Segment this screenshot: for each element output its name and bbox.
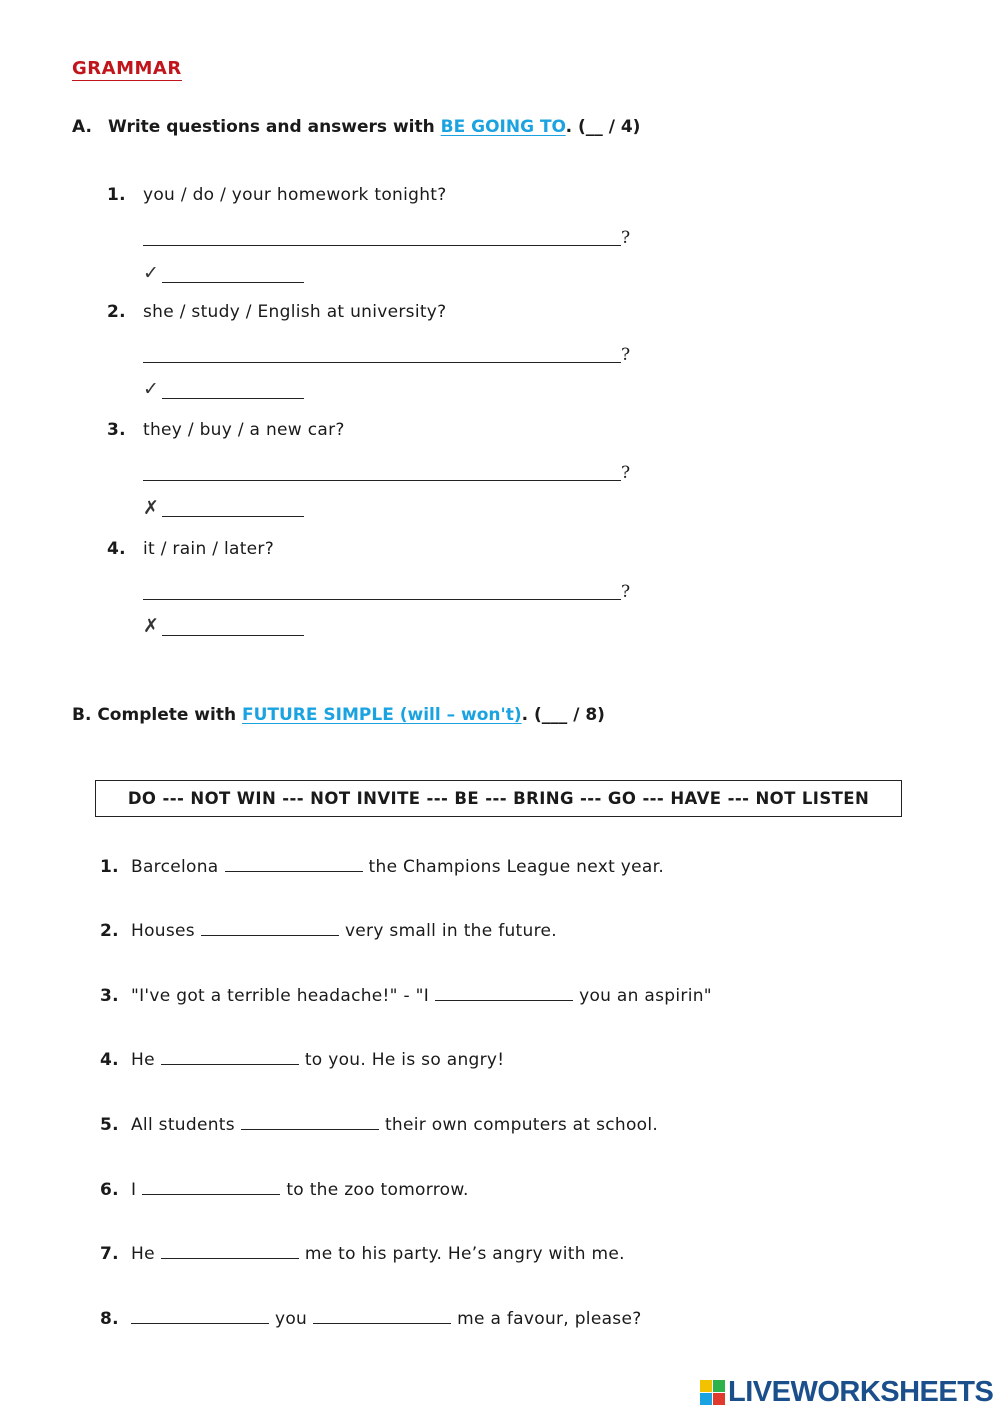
sentence-after: the Champions League next year. bbox=[368, 857, 665, 877]
logo-icon bbox=[700, 1380, 725, 1405]
answer-blank[interactable] bbox=[161, 1064, 299, 1065]
short-answer-line[interactable] bbox=[162, 516, 304, 517]
question-mark: ? bbox=[621, 582, 631, 602]
section-a-text: Write questions and answers with bbox=[108, 117, 441, 137]
question-prompt bbox=[107, 301, 447, 323]
logo-cell bbox=[700, 1380, 712, 1392]
sentence-after: very small in the future. bbox=[344, 921, 557, 941]
section-b-heading bbox=[72, 704, 605, 726]
question-answer-line[interactable] bbox=[143, 245, 621, 246]
item-number: 8. bbox=[100, 1309, 119, 1329]
sentence-after: their own computers at school. bbox=[384, 1115, 659, 1135]
answer-blank[interactable] bbox=[313, 1323, 451, 1324]
sentence-item bbox=[100, 1179, 469, 1201]
page-title: GRAMMAR bbox=[72, 58, 182, 79]
sentence-after: me a favour, please? bbox=[457, 1309, 642, 1329]
sentence-item bbox=[100, 1114, 658, 1136]
prompt-text: they / buy / a new car? bbox=[143, 420, 345, 440]
answer-blank[interactable] bbox=[161, 1258, 299, 1259]
section-b-score: . (___ / 8) bbox=[521, 705, 605, 725]
logo-text: LIVEWORKSHEETS bbox=[728, 1376, 994, 1408]
question-answer-line[interactable] bbox=[143, 362, 621, 363]
cross-icon: ✗ bbox=[143, 497, 159, 519]
sentence-before: Barcelona bbox=[131, 857, 219, 877]
logo-cell bbox=[713, 1380, 725, 1392]
cross-icon: ✗ bbox=[143, 615, 159, 637]
section-b-text: B. Complete with bbox=[72, 705, 242, 725]
sentence-before: "I've got a terrible headache!" - "I bbox=[131, 986, 430, 1006]
prompt-text: you / do / your homework tonight? bbox=[143, 185, 447, 205]
item-number: 5. bbox=[100, 1115, 119, 1135]
sentence-after: you an aspirin" bbox=[579, 986, 712, 1006]
short-answer-line[interactable] bbox=[162, 282, 304, 283]
sentence-after: to the zoo tomorrow. bbox=[286, 1180, 469, 1200]
prompt-text: she / study / English at university? bbox=[143, 302, 447, 322]
sentence-item bbox=[100, 856, 664, 878]
sentence-before: Houses bbox=[131, 921, 195, 941]
section-b-highlight: FUTURE SIMPLE (will – won't) bbox=[241, 705, 522, 725]
word-box: DO --- NOT WIN --- NOT INVITE --- BE --- BRING --- GO --- HAVE --- NOT LISTEN bbox=[95, 780, 902, 817]
question-answer-line[interactable] bbox=[143, 599, 621, 600]
sentence-before: He bbox=[131, 1244, 155, 1264]
item-number: 2. bbox=[100, 921, 119, 941]
question-prompt bbox=[107, 184, 447, 206]
sentence-before: All students bbox=[131, 1115, 235, 1135]
question-prompt bbox=[107, 538, 274, 560]
item-number: 1. bbox=[107, 185, 126, 205]
item-number: 2. bbox=[107, 302, 126, 322]
section-a-heading bbox=[72, 116, 640, 138]
check-icon: ✓ bbox=[143, 262, 159, 284]
question-mark: ? bbox=[621, 463, 631, 483]
question-answer-line[interactable] bbox=[143, 480, 621, 481]
short-answer-line[interactable] bbox=[162, 635, 304, 636]
liveworksheets-logo bbox=[700, 1376, 993, 1409]
sentence-after: me to his party. He’s angry with me. bbox=[304, 1244, 625, 1264]
logo-cell bbox=[700, 1393, 712, 1405]
section-a-highlight: BE GOING TO bbox=[440, 117, 566, 137]
item-number: 3. bbox=[100, 986, 119, 1006]
item-number: 6. bbox=[100, 1180, 119, 1200]
item-number: 4. bbox=[100, 1050, 119, 1070]
item-number: 4. bbox=[107, 539, 126, 559]
sentence-middle: you bbox=[275, 1309, 308, 1329]
item-number: 7. bbox=[100, 1244, 119, 1264]
sentence-item bbox=[100, 1243, 625, 1265]
prompt-text: it / rain / later? bbox=[143, 539, 275, 559]
question-mark: ? bbox=[621, 228, 631, 248]
section-a-score: . (__ / 4) bbox=[565, 117, 641, 137]
sentence-before: He bbox=[131, 1050, 155, 1070]
sentence-item bbox=[100, 985, 712, 1007]
answer-blank[interactable] bbox=[131, 1323, 269, 1324]
answer-blank[interactable] bbox=[201, 935, 339, 936]
sentence-after: to you. He is so angry! bbox=[304, 1050, 505, 1070]
question-prompt bbox=[107, 419, 345, 441]
answer-blank[interactable] bbox=[435, 1000, 573, 1001]
short-answer-line[interactable] bbox=[162, 398, 304, 399]
check-icon: ✓ bbox=[143, 378, 159, 400]
sentence-before: I bbox=[131, 1180, 137, 1200]
answer-blank[interactable] bbox=[225, 871, 363, 872]
item-number: 1. bbox=[100, 857, 119, 877]
answer-blank[interactable] bbox=[241, 1129, 379, 1130]
sentence-item bbox=[100, 920, 557, 942]
question-mark: ? bbox=[621, 345, 631, 365]
item-number: 3. bbox=[107, 420, 126, 440]
sentence-item bbox=[100, 1049, 504, 1071]
answer-blank[interactable] bbox=[142, 1194, 280, 1195]
section-a-prefix: A. bbox=[72, 117, 92, 137]
logo-cell bbox=[713, 1393, 725, 1405]
sentence-item bbox=[100, 1308, 642, 1330]
